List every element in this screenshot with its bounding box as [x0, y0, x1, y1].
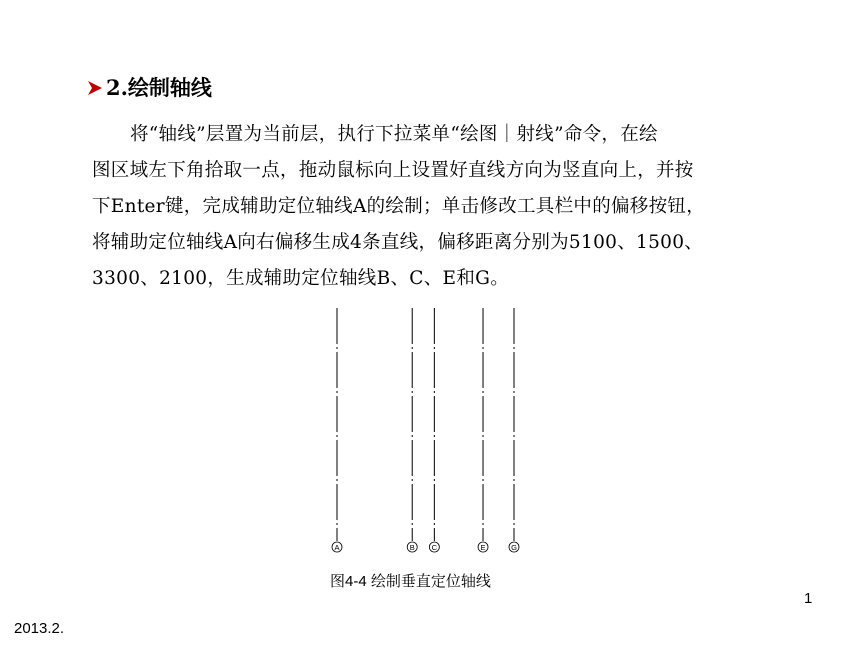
- body-paragraph: [92, 117, 792, 297]
- date-footer: 2013.2.: [14, 620, 65, 637]
- axis-figure: [300, 298, 560, 560]
- axis-drawing: [300, 298, 560, 560]
- paragraph-line: 下Enter键，完成辅助定位轴线A的绘制；单击修改工具栏中的偏移按钮，: [92, 196, 706, 217]
- axis-label-g: G: [511, 542, 517, 552]
- paragraph-line: 3300、2100，生成辅助定位轴线B、C、E和G。: [92, 268, 509, 289]
- paragraph-line: 图区域左下角拾取一点，拖动鼠标向上设置好直线方向为竖直向上，并按: [92, 160, 694, 181]
- axis-label-a: A: [334, 542, 340, 552]
- axis-label-b: B: [409, 542, 415, 552]
- arrow-bullet-icon: [88, 74, 104, 102]
- paragraph-line: 将“轴线”层置为当前层，执行下拉菜单“绘图｜射线”命令，在绘: [130, 124, 658, 145]
- axis-label-c: C: [431, 542, 438, 552]
- section-heading: [88, 74, 212, 102]
- figure-caption: 图4-4 绘制垂直定位轴线: [330, 573, 491, 590]
- axis-label-e: E: [480, 542, 486, 552]
- page-number: 1: [804, 590, 813, 607]
- paragraph-line: 将辅助定位轴线A向右偏移生成4条直线，偏移距离分别为5100、1500、: [92, 232, 704, 253]
- heading-text: 2.绘制轴线: [106, 75, 212, 100]
